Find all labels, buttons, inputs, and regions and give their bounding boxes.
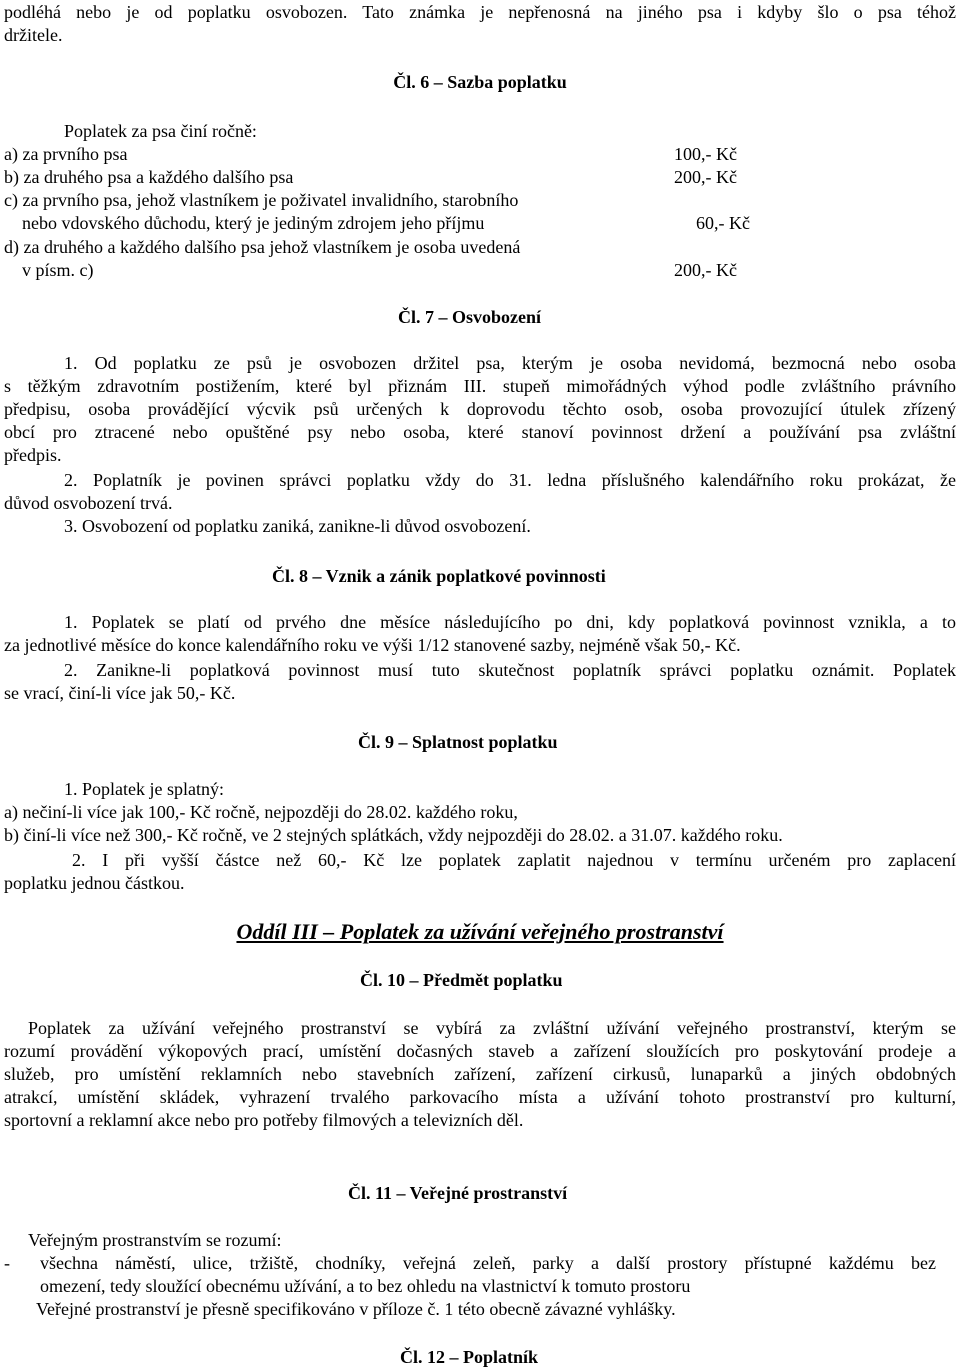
paragraph-line: důvod osvobození trvá.: [4, 493, 173, 513]
article-heading-12: Čl. 12 – Poplatník: [400, 1347, 539, 1367]
paragraph-line: Veřejným prostranstvím se rozumí:: [28, 1230, 282, 1250]
paragraph-line: b) činí-li více než 300,- Kč ročně, ve 2 stejných splátkách, vždy nejpozději do 28.02. a 31.07. každého roku.: [4, 825, 783, 845]
paragraph-line: předpisu, osoba provádějící výcvik psů určených k doprovodu těchto osob, osoba provozující útulek zřízený: [4, 399, 956, 419]
paragraph-line: držitele.: [4, 25, 63, 45]
paragraph-line: 1. Poplatek je splatný:: [64, 779, 224, 799]
paragraph-line: 1. Poplatek se platí od prvého dne měsíce následujícího po dni, kdy poplatková povinnost vznikla, a to: [64, 612, 956, 632]
article-heading-9: Čl. 9 – Splatnost poplatku: [358, 732, 558, 752]
paragraph-line: atrakcí, umístění skládek, vyhrazení trvalého parkovacího místa a užívání tohoto prostranství pro kulturní,: [4, 1087, 956, 1107]
fee-amount-c: 60,- Kč: [696, 213, 750, 233]
paragraph-line: 3. Osvobození od poplatku zaniká, zanikne-li důvod osvobození.: [64, 516, 531, 536]
paragraph-line: podléhá nebo je od poplatku osvobozen. Tato známka je nepřenosná na jiného psa i kdyby šlo o psa téhož: [4, 2, 956, 22]
article-heading-8: Čl. 8 – Vznik a zánik poplatkové povinnosti: [272, 566, 606, 586]
list-item: všechna náměstí, ulice, tržiště, chodníky, veřejná zeleň, parky a další prostory přístupné každému bez: [40, 1253, 936, 1273]
fee-amount-a: 100,- Kč: [674, 144, 737, 164]
paragraph-line: služeb, pro umístění reklamních nebo stavebních zařízení, zařízení cirkusů, lunaparků a jiných obdobných: [4, 1064, 956, 1084]
paragraph-line: 2. Poplatník je povinen správci poplatku vždy do 31. ledna příslušného kalendářního roku prokázat, že: [64, 470, 956, 490]
list-item-cont: omezení, tedy sloužící obecnému užívání, a to bez ohledu na vlastnictví k tomuto prostoru: [40, 1276, 691, 1296]
article-heading-7: Čl. 7 – Osvobození: [398, 307, 542, 327]
fee-item-d: d) za druhého a každého dalšího psa jehož vlastníkem je osoba uvedená: [4, 237, 521, 257]
article-heading-11: Čl. 11 – Veřejné prostranství: [348, 1183, 568, 1203]
paragraph-line: s těžkým zdravotním postižením, které byl přiznám III. stupeň mimořádných výhod podle zvláštního právního: [4, 376, 956, 396]
fee-amount-d: 200,- Kč: [674, 260, 737, 280]
paragraph-line: a) nečiní-li více jak 100,- Kč ročně, nejpozději do 28.02. každého roku,: [4, 802, 518, 822]
fee-item-b: b) za druhého psa a každého dalšího psa: [4, 167, 294, 187]
paragraph-line: rozumí provádění výkopových prací, umístění dočasných staveb a zařízení sloužících pro poskytování prodeje a: [4, 1041, 956, 1061]
paragraph-line: za jednotlivé měsíce do konce kalendářního roku ve výši 1/12 stanovené sazby, nejméně však 50,- Kč.: [4, 635, 741, 655]
paragraph-line: Poplatek za užívání veřejného prostranství se vybírá za zvláštní užívání veřejného prostranství, kterým se: [28, 1018, 956, 1038]
paragraph-line: 2. I při vyšší částce než 60,- Kč lze poplatek zaplatit najednou v termínu určeném pro zaplacení: [72, 850, 956, 870]
fee-amount-b: 200,- Kč: [674, 167, 737, 187]
fee-item-c: c) za prvního psa, jehož vlastníkem je poživatel invalidního, starobního: [4, 190, 519, 210]
section-heading-text: Oddíl III – Poplatek za užívání veřejného prostranství: [236, 919, 724, 944]
paragraph-line: se vrací, činí-li více jak 50,- Kč.: [4, 683, 236, 703]
fee-item-c-cont: nebo vdovského důchodu, který je jediným zdrojem jeho příjmu: [22, 213, 485, 233]
fee-item-a: a) za prvního psa: [4, 144, 128, 164]
article-heading-10: Čl. 10 – Předmět poplatku: [360, 970, 563, 990]
paragraph-line: obcí pro ztracené nebo opuštěné psy nebo osoba, které stanoví povinnost držení a používání psa zvláštní: [4, 422, 956, 442]
section-heading: [0, 919, 960, 945]
list-dash: -: [4, 1253, 10, 1273]
paragraph-line: poplatku jednou částkou.: [4, 873, 185, 893]
paragraph-line: 1. Od poplatku ze psů je osvobozen držitel psa, kterým je osoba nevidomá, bezmocná nebo osoba: [64, 353, 956, 373]
article-heading-6: Čl. 6 – Sazba poplatku: [393, 72, 567, 92]
paragraph-line: 2. Zanikne-li poplatková povinnost musí tuto skutečnost poplatník správci poplatku oznámit. Poplatek: [64, 660, 956, 680]
paragraph-line: sportovní a reklamní akce nebo pro potřeby filmových a televizních děl.: [4, 1110, 524, 1130]
fee-item-d-cont: v písm. c): [22, 260, 94, 280]
paragraph-line: Veřejné prostranství je přesně specifikováno v příloze č. 1 této obecně závazné vyhlášky.: [36, 1299, 676, 1319]
paragraph-line: předpis.: [4, 445, 62, 465]
fee-intro: Poplatek za psa činí ročně:: [64, 121, 257, 141]
